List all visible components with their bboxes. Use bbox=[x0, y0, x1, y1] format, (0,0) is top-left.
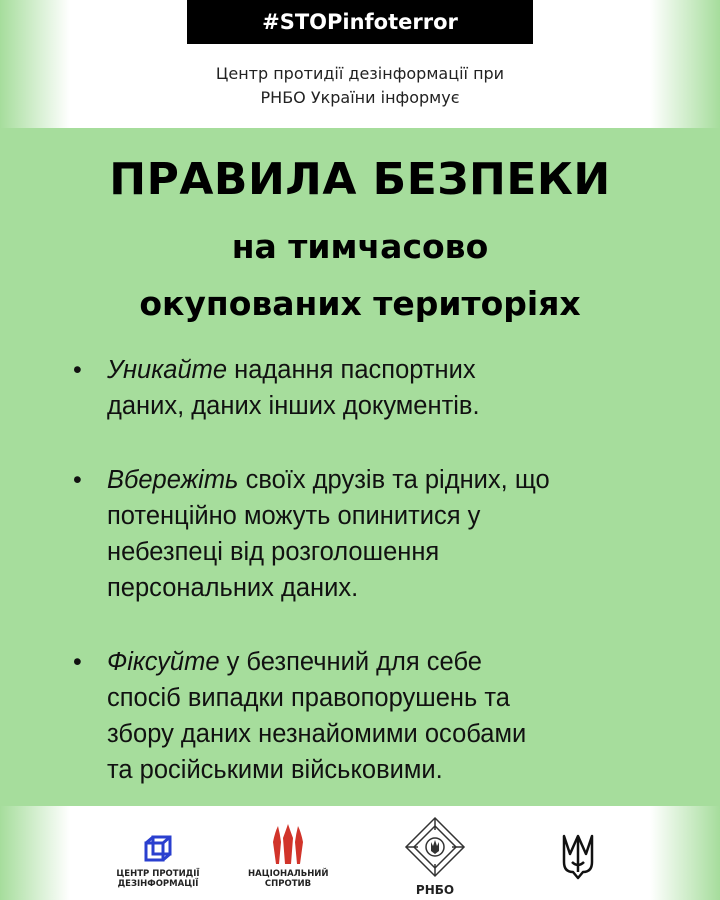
list-item bbox=[0, 462, 610, 606]
rnbo-emblem-icon bbox=[404, 816, 466, 878]
rnbo-logo bbox=[400, 816, 470, 895]
cube-logo-icon bbox=[143, 834, 173, 864]
bullet-line: потенційно можуть опинитися у bbox=[107, 502, 481, 530]
bullet-line: та російськими військовими. bbox=[107, 756, 443, 784]
bullet-line: даних, даних інших документів. bbox=[107, 392, 480, 420]
national-resistance-line-2: СПРОТИВ bbox=[264, 879, 312, 889]
coat-of-arms-logo bbox=[558, 832, 598, 885]
bullet-line bbox=[107, 462, 550, 498]
list-item bbox=[0, 644, 586, 788]
bullet-dot: • bbox=[73, 648, 82, 676]
list-item bbox=[0, 352, 540, 424]
bullet-line bbox=[107, 352, 480, 388]
national-resistance-line-1: НАЦІОНАЛЬНИЙ bbox=[248, 869, 329, 879]
bullet-dot: • bbox=[73, 356, 82, 384]
header-subtitle bbox=[0, 62, 720, 110]
trident-icon bbox=[561, 832, 595, 880]
page-subtitle-line-1: на тимчасово bbox=[231, 227, 489, 266]
flame-trident-icon bbox=[270, 824, 306, 864]
cpd-logo-line-1: ЦЕНТР ПРОТИДІЇ bbox=[116, 869, 200, 879]
bullet-lead: Вбережіть bbox=[107, 466, 239, 494]
bullet-lead: Уникайте bbox=[107, 356, 228, 384]
bullet-line bbox=[107, 644, 526, 680]
bullet-text: надання паспортних bbox=[227, 356, 476, 384]
hashtag-banner: #STOPinfoterror bbox=[187, 0, 533, 44]
cpd-logo bbox=[110, 834, 206, 889]
header-line-2: РНБО України інформує bbox=[260, 88, 460, 107]
page-subtitle-line-2: окупованих територіях bbox=[139, 284, 581, 323]
rnbo-label: РНБО bbox=[415, 883, 455, 897]
page-title: ПРАВИЛА БЕЗПЕКИ bbox=[109, 154, 611, 205]
footer bbox=[70, 806, 650, 900]
bullet-text: у безпечний для себе bbox=[219, 648, 482, 676]
bullet-dot: • bbox=[73, 466, 82, 494]
bullet-line: збору даних незнайомими особами bbox=[107, 720, 527, 748]
national-resistance-logo bbox=[248, 824, 328, 889]
bullet-line: спосіб випадки правопорушень та bbox=[107, 684, 510, 712]
cpd-logo-line-2: ДЕЗІНФОРМАЦІЇ bbox=[117, 879, 199, 889]
bullet-text: своїх друзів та рідних, що bbox=[238, 466, 550, 494]
bullet-lead: Фіксуйте bbox=[107, 648, 220, 676]
main-panel bbox=[0, 128, 720, 806]
bullet-line: небезпеці від розголошення bbox=[107, 538, 440, 566]
header-line-1: Центр протидії дезінформації при bbox=[215, 64, 505, 83]
bullet-line: персональних даних. bbox=[107, 574, 359, 602]
